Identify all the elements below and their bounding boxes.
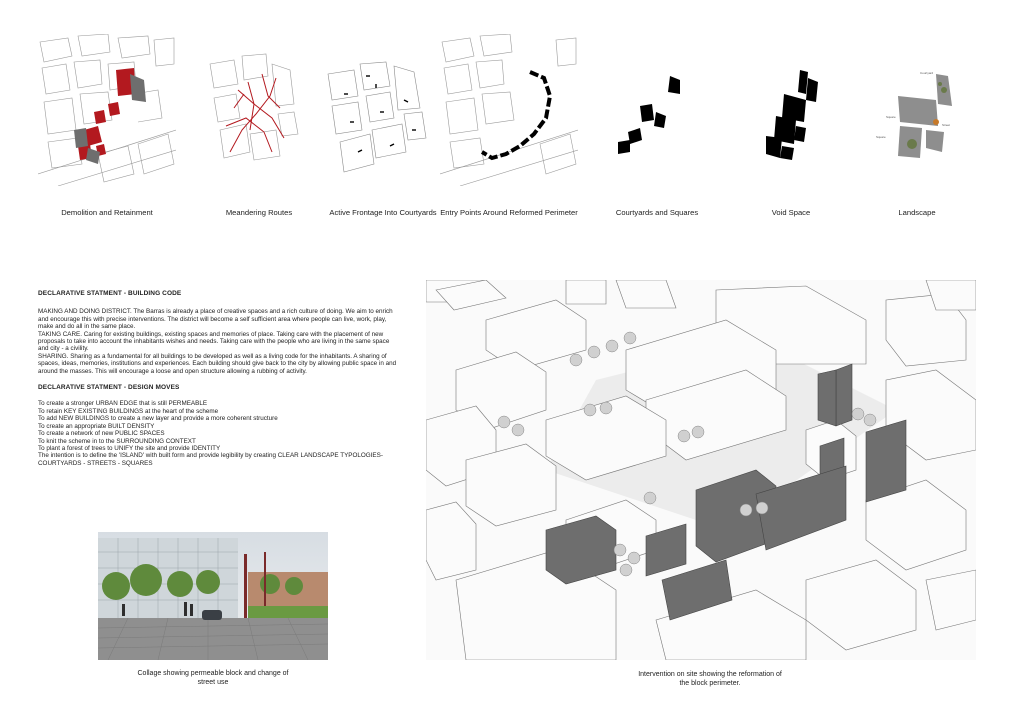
svg-text:Square: Square [886,115,896,119]
axonometric-caption-line: Intervention on site showing the reformation of [638,671,782,678]
diagram-caption-landscape: Landscape [898,208,936,217]
axonometric-caption [560,670,860,688]
building-code-paragraph: MAKING AND DOING DISTRICT. The Barras is already a place of creative spaces and a rich culture of doing. We aim to enrich and encourage this with precise interventions. The district will become a self sufficient area where people can live, work, play, make and do all in the same place. [38,308,393,331]
diagram-caption-courtyards: Courtyards and Squares [615,208,699,217]
design-move-item: To retain KEY EXISTING BUILDINGS at the heart of the scheme [38,407,219,415]
void-space-diagram [722,34,860,186]
design-move-item: To create a network of new PUBLIC SPACES [38,430,165,438]
street-collage-image [98,532,328,660]
declarative-statements [38,290,398,467]
frontage-diagram [314,34,452,186]
diagram-caption-frontage: Active Frontage Into Courtyards [329,208,437,217]
landscape-diagram [848,34,986,186]
svg-text:Street: Street [942,123,951,127]
svg-text:Square: Square [876,135,886,139]
building-code-paragraph: SHARING. Sharing as a fundamental for all buildings to be developed as well as a living code for the inhabitants. A sharing of spaces, ideas, memories, institutions and experiences. Each building should give back to the city by allowing public space in and around the masses. This will encourage a loose and open structure allowing a rubbing of activity. [38,352,397,375]
entry-points-diagram [440,34,578,186]
design-move-item: To create an appropriate BUILT DENSITY [38,422,155,430]
routes-diagram [190,34,328,186]
diagram-caption-void: Void Space [771,208,811,217]
design-move-item: To add NEW BUILDINGS to create a new layer and provide a more coherent structure [38,415,278,423]
design-move-item: To create a stronger URBAN EDGE that is still PERMEABLE [38,400,208,408]
collage-caption-line: Collage showing permeable block and change of [137,670,289,677]
building-code-paragraph: TAKING CARE. Caring for existing buildings, existing spaces and memories of place. Taking care with the placement of new proposals to take into account the inhabitants wishes and needs. Taking care with the people who are living in the same space and city - a civility. [38,330,390,353]
design-moves-heading: DECLARATIVE STATMENT - DESIGN MOVES [38,384,180,392]
demolition-diagram [38,34,176,186]
diagram-caption-entry: Entry Points Around Reformed Perimeter [440,208,578,217]
building-code-heading: DECLARATIVE STATMENT - BUILDING CODE [38,290,182,297]
svg-text:Courtyard: Courtyard [920,71,934,75]
design-move-item: To plant a forest of trees to UNIFY the site and provide IDENTITY [38,444,221,452]
collage-caption [106,669,320,687]
collage-caption-line: street use [197,679,229,686]
courtyards-diagram [588,34,726,186]
axonometric-caption-line: the block perimeter. [679,680,741,687]
design-move-item: To knit the scheme in to the SURROUNDING CONTEXT [38,437,196,445]
diagram-caption-demolition: Demolition and Retainment [61,208,153,217]
axonometric-drawing [426,280,976,660]
diagram-caption-routes: Meandering Routes [225,208,293,217]
design-move-item: The intention is to define the 'ISLAND' with built form and provide legibility by creating CLEAR LANDSCAPE TYPOLOGIES- COURTYARDS - STREETS - SQUARES [38,452,383,467]
